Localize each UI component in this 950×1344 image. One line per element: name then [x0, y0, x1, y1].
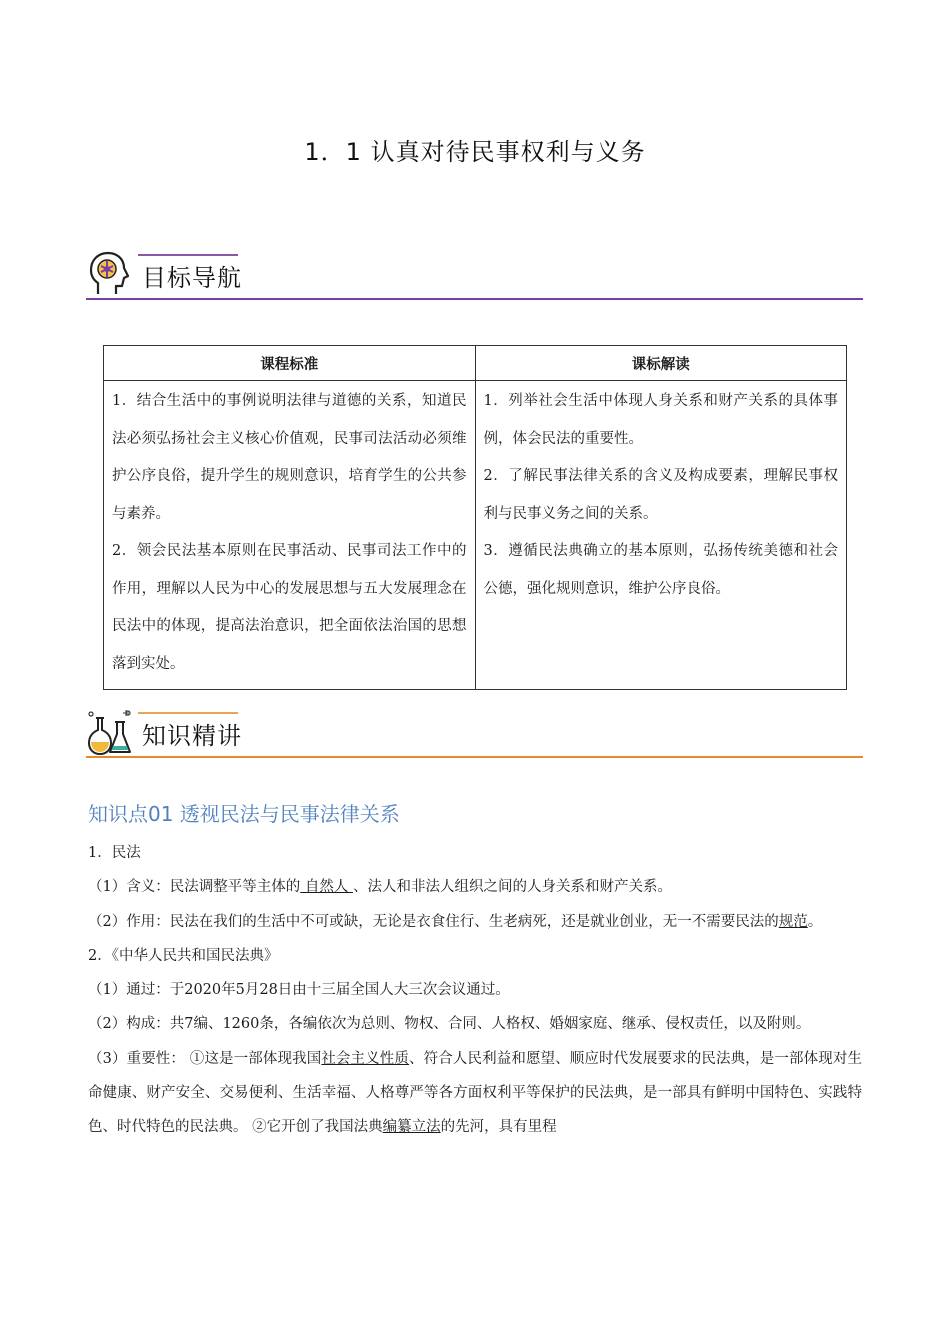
underlined-term: 自然人 — [300, 879, 353, 896]
section-knowledge-label: 知识精讲 — [142, 722, 242, 750]
brain-head-icon — [86, 250, 132, 298]
paragraph-civil-law: 1．民法 — [88, 845, 141, 861]
table-header-interpretation: 课标解读 — [475, 346, 847, 381]
paragraph-meaning: （1）含义：民法调整平等主体的 自然人 、法人和非法人组织之间的人身关系和财产关系。 — [88, 879, 672, 896]
paragraph-importance: （3）重要性： ①这是一部体现我国社会主义性质、符合人民利益和愿望、顺应时代发展要求的民法典，是一部体现对生命健康、财产安全、交易便利、生活幸福、人格尊严等各方面权利平等保护的民法典，是一部具有鲜明中国特色、实践特色、时代特色的民法典。 ②它开创了我国法典编纂立法的先河，具有里程 — [88, 1050, 862, 1136]
paragraph-structure: （2）构成：共7编、1260条，各编依次为总则、物权、合同、人格权、婚姻家庭、继承、侵权责任，以及附则。 — [88, 1016, 811, 1033]
paragraph-adoption: （1）通过：于2020年5月28日由十三届全国人大三次会议通过。 — [88, 982, 510, 999]
interpretation-item: 3．遵循民法典确立的基本原则，弘扬传统美德和社会公德，强化规则意识，维护公序良俗。 — [483, 543, 838, 597]
interpretation-item: 2．了解民事法律关系的含义及构成要素，理解民事权利与民事义务之间的关系。 — [483, 468, 838, 522]
standard-item: 2．领会民法基本原则在民事活动、民事司法工作中的作用，理解以人民为中心的发展思想与五大发展理念在民法中的体现，提高法治意识，把全面依法治国的思想落到实处。 — [112, 543, 467, 672]
body-text — [88, 836, 862, 1145]
section-goal-label: 目标导航 — [142, 264, 242, 292]
lab-flask-icon — [86, 708, 134, 756]
interpretation-item: 1．列举社会生活中体现人身关系和财产关系的具体事例，体会民法的重要性。 — [483, 393, 838, 447]
knowledge-point-title: 知识点01 透视民法与民事法律关系 — [88, 802, 400, 826]
underlined-term: 规范 — [778, 913, 808, 930]
paragraph-civil-code: 2．《中华人民共和国民法典》 — [88, 947, 279, 964]
paragraph-function: （2）作用：民法在我们的生活中不可或缺，无论是衣食住行、生老病死，还是就业创业，无一不需要民法的规范。 — [88, 913, 823, 930]
page-title: 1．1 认真对待民事权利与义务 — [304, 138, 646, 166]
curriculum-table — [103, 345, 847, 690]
standard-item: 1．结合生活中的事例说明法律与道德的关系，知道民法必须弘扬社会主义核心价值观，民事司法活动必须维护公序良俗，提升学生的规则意识，培育学生的公共参与素养。 — [112, 393, 467, 522]
underlined-term: 编纂立法 — [382, 1119, 441, 1136]
table-cell-interpretation — [475, 381, 847, 690]
table-header-standard: 课程标准 — [104, 346, 476, 381]
section-header-goal — [86, 250, 863, 300]
section-header-knowledge — [86, 708, 863, 758]
table-cell-standard — [104, 381, 476, 690]
underlined-term: 社会主义性质 — [321, 1050, 410, 1067]
